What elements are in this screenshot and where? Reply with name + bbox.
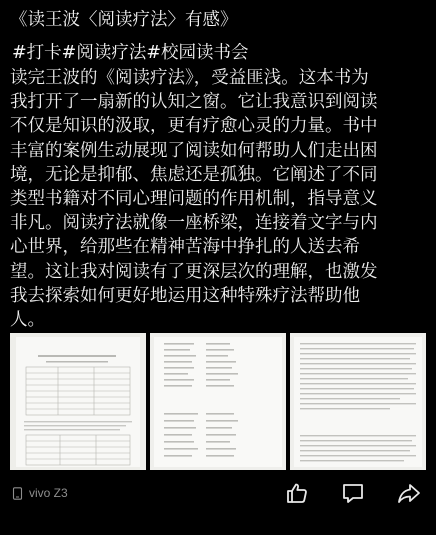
post-actions [284, 478, 422, 508]
post-body-line: 心世界，给那些在精神苦海中挣扎的人送去希 [10, 237, 360, 258]
post-tags[interactable]: #打卡#阅读疗法#校园读书会 [12, 43, 249, 63]
post-body-line: 境，无论是抑郁、焦虑还是孤独。它阐述了不同 [10, 164, 378, 185]
phone-icon [12, 487, 23, 500]
post-body [10, 66, 428, 332]
book-page-photo-1[interactable] [10, 333, 146, 470]
book-page-photo-2[interactable] [150, 333, 286, 470]
share-icon [397, 481, 421, 505]
image-gallery [10, 333, 426, 470]
like-button[interactable] [284, 480, 310, 506]
thumbs-up-icon [285, 481, 309, 505]
comment-icon [341, 481, 365, 505]
post-body-line: 类型书籍对不同心理问题的作用机制，指导意义 [10, 189, 378, 210]
book-page-photo-3[interactable] [290, 333, 426, 470]
post-body-line: 望。这让我对阅读有了更深层次的理解，也激发 [10, 261, 378, 282]
post-body-line: 非凡。阅读疗法就像一座桥梁，连接着文字与内 [10, 213, 378, 234]
post-title: 《读王波〈阅读疗法〉有感》 [10, 10, 238, 30]
device-name: vivo Z3 [29, 486, 68, 500]
post-body-line: 人。 [10, 310, 45, 331]
share-button[interactable] [396, 480, 422, 506]
post-body-line: 我去探索如何更好地运用这种特殊疗法帮助他 [10, 285, 360, 306]
post-footer [0, 476, 436, 510]
comment-button[interactable] [340, 480, 366, 506]
device-info [12, 485, 68, 501]
post-body-line: 我打开了一扇新的认知之窗。它让我意识到阅读 [10, 92, 378, 113]
post-body-line: 不仅是知识的汲取，更有疗愈心灵的力量。书中 [10, 116, 378, 137]
post-body-line: 丰富的案例生动展现了阅读如何帮助人们走出困 [10, 140, 378, 161]
post-body-line: 读完王波的《阅读疗法》，受益匪浅。这本书为 [10, 68, 369, 88]
